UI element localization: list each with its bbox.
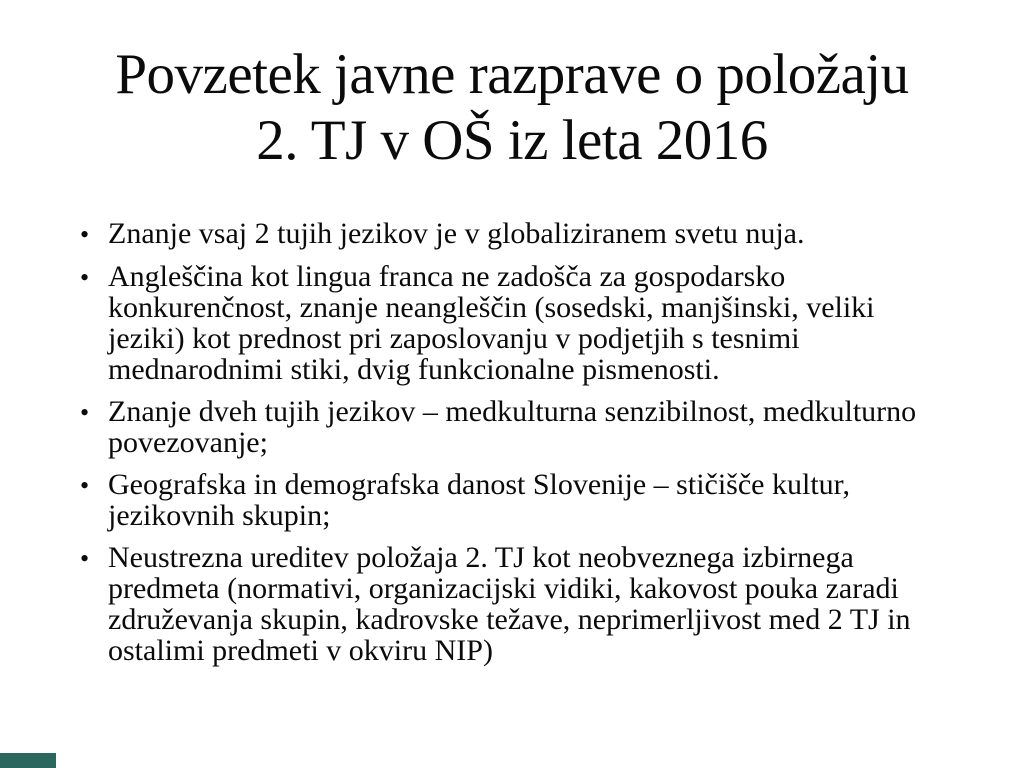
bullet-list (0, 218, 1024, 666)
bullet-text: Znanje dveh tujih jezikov – medkulturna senzibilnost, medkulturno povezovanje; (108, 395, 917, 460)
bullet-icon: • (80, 544, 90, 574)
slide-title-line-1: Povzetek javne razprave o položaju (115, 43, 909, 106)
bullet-icon: • (80, 398, 90, 428)
bullet-icon: • (80, 220, 90, 250)
list-item (80, 542, 954, 666)
slide-title-line-2: 2. TJ v OŠ iz leta 2016 (256, 109, 768, 173)
bullet-icon: • (80, 471, 90, 501)
list-item (80, 396, 954, 458)
slide-title (0, 0, 1024, 174)
list-item (80, 469, 954, 531)
list-item (80, 261, 954, 385)
bullet-icon: • (80, 263, 90, 293)
bullet-text: Znanje vsaj 2 tujih jezikov je v globaliziranem svetu nuja. (108, 217, 805, 251)
bullet-text: Geografska in demografska danost Slovenije – stičišče kultur, jezikovnih skupin; (108, 468, 850, 533)
accent-box (0, 753, 56, 768)
bullet-text: Neustrezna ureditev položaja 2. TJ kot neobveznega izbirnega predmeta (normativi, organizacijski vidiki, kakovost pouka zaradi združevanja skupin, kadrovske težave, neprimerljivost med 2 TJ in ostalimi predmeti v okviru NIP) (108, 541, 911, 668)
list-item (80, 218, 954, 250)
bullet-text: Angleščina kot lingua franca ne zadošča za gospodarsko konkurenčnost, znanje neangleščin (sosedski, manjšinski, veliki jeziki) kot prednost pri zaposlovanju v podjetjih s tesnimi mednarodnimi stiki, dvig funkcionalne pismenosti. (108, 260, 875, 387)
